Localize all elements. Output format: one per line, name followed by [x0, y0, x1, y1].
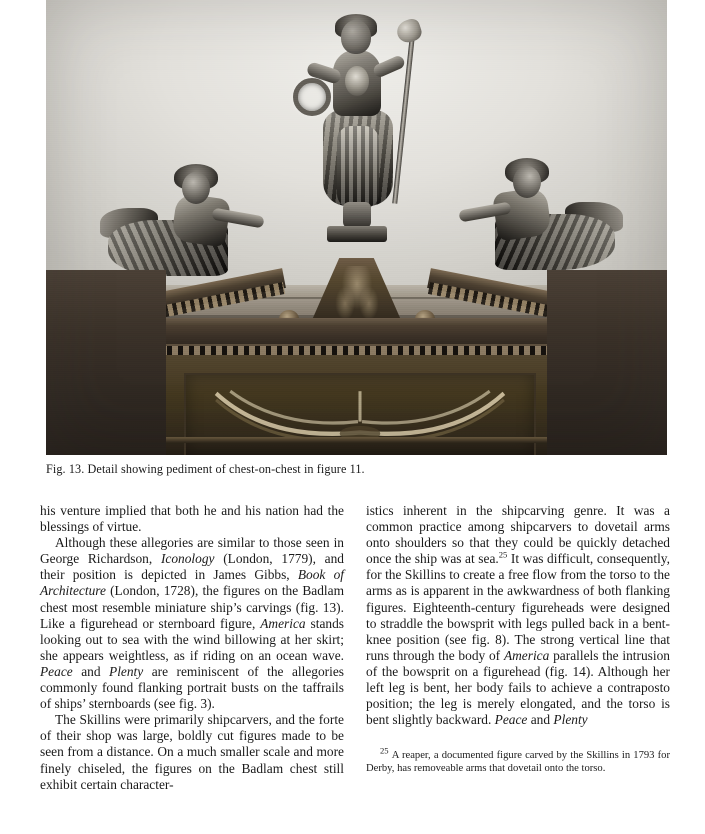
- right-text-column: [366, 503, 670, 793]
- left-text-column: [40, 503, 344, 793]
- america-legs: [343, 202, 371, 228]
- carved-figure-plenty: [415, 162, 615, 282]
- laurel-wreath: [293, 78, 331, 116]
- paragraph: The Skillins were primarily shipcarvers, and the forte of their shop was large, boldly cut figures made to be seen from a distance. On a much smaller scale and more finely chiseled, the figures on the Badlam chest still exhibit certain character-: [40, 712, 344, 792]
- carved-figure-america: [297, 14, 417, 264]
- photograph-of-carved-pediment: [46, 0, 667, 455]
- plinth-acanthus-carving: [330, 266, 384, 326]
- two-column-body-text: [40, 503, 670, 793]
- paragraph: Although these allegories are similar to those seen in George Richardson, Iconology (London, 1779), and their position is depicted in James Gibbs, Book of Architecture (London, 1728), the figures on the Badlam chest most resemble miniature ship’s carvings (fig. 13). Like a figurehead or sternboard figure, America stands looking out to sea with the wind billowing at her skirt; she appears weightless, as if riding on an ocean wave. Peace and Plenty are reminiscent of the allegories commonly found flanking portrait busts on the taffrails of ships’ sternboards (see fig. 3).: [40, 535, 345, 712]
- footnote-marker: 25: [380, 745, 389, 756]
- chest-side-right: [547, 270, 667, 455]
- america-figure-base: [327, 226, 387, 242]
- figure-caption: Fig. 13. Detail showing pediment of chest-on-chest in figure 11.: [46, 462, 365, 476]
- america-underskirt: [337, 126, 379, 208]
- plenty-head: [513, 166, 541, 198]
- america-right-arm: [371, 54, 406, 79]
- footnote-25: [366, 745, 670, 775]
- america-bodice: [345, 66, 369, 96]
- chest-side-left: [46, 270, 166, 455]
- swag-and-foliate-carving: [208, 389, 512, 439]
- peace-head: [182, 172, 210, 204]
- paragraph: istics inherent in the shipcarving genre. It was a common practice among shipcarvers to dovetail arms onto shoulders so that they could be quickly detached once the ship was at sea.$^{25}$ It was difficult, consequently, for the Skillins to create a free flow from the torso to the arms as is apparent in the awkwardness of both flanking figures. Eighteenth-century figureheads were designed to straddle the bowsprit with legs pulled back in a bent-knee position (see fig. 8). The strong vertical line that runs through the body of America parallels the intrusion of the bowsprit on a figurehead (fig. 14). Although her left leg is bent, her body fails to achieve a contraposto position; the leg is merely elongated, and the torso is bent slightly backward. Peace and Plenty: [366, 503, 670, 728]
- footnote-text: A reaper, a documented figure carved by the Skillins in 1793 for Derby, has removeable arms that dovetail onto the torso.: [366, 750, 670, 774]
- figure-13: [46, 0, 667, 455]
- paragraph: his venture implied that both he and his nation had the blessings of virtue.: [40, 503, 344, 535]
- carved-figure-peace: [108, 168, 298, 283]
- america-head: [341, 20, 371, 54]
